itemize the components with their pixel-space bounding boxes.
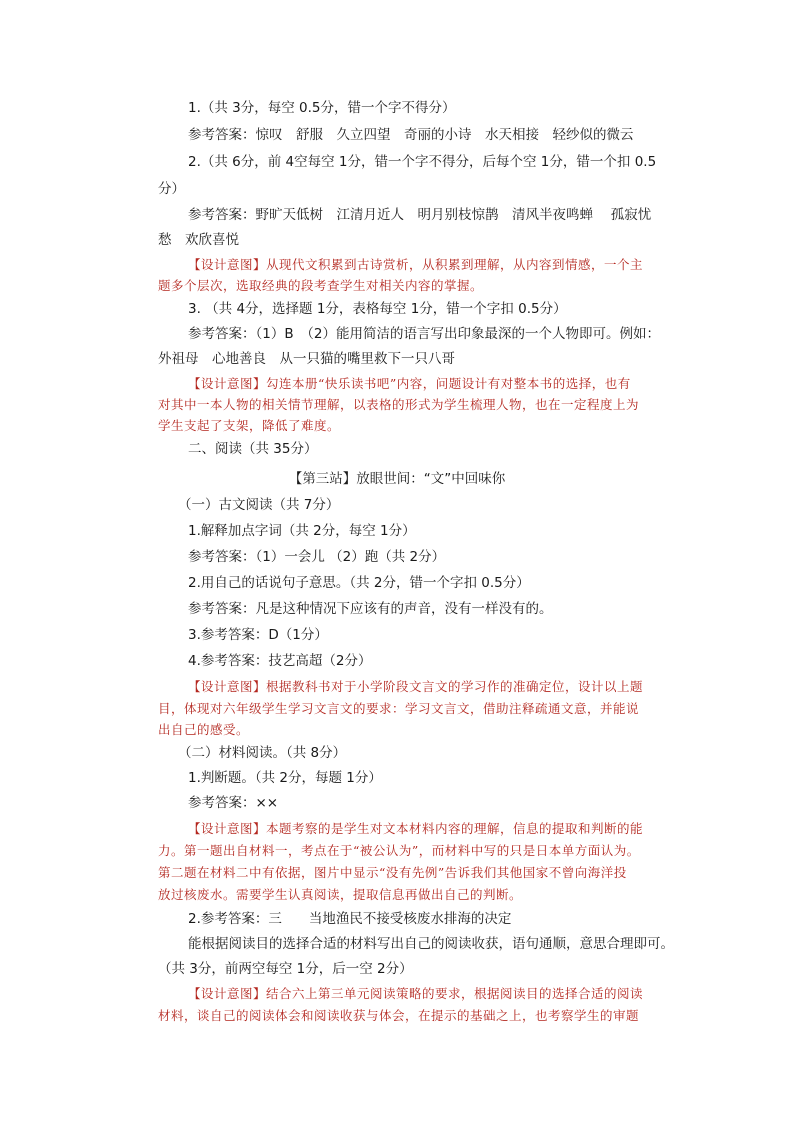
q1-heading: 1.（共 3分，每空 0.5分，错一个字不得分）	[188, 100, 456, 116]
p1-q1-answer: 参考答案：（1）一会儿 （2）跑（共 2分）	[188, 549, 446, 565]
section-2-heading: 二、阅读（共 35分）	[188, 441, 318, 457]
design-note-4-line-3: 第二题在材料二中有依据，图片中显示“没有先例”告诉我们其他国家不曾向海洋投	[158, 865, 627, 880]
p2-q2-criteria: 能根据阅读目的选择合适的材料写出自己的阅读收获，语句通顺，意思合理即可。	[188, 936, 674, 952]
q2-heading-cont: 分）	[158, 181, 185, 197]
part-2-heading: （二）材料阅读。（共 8分）	[178, 745, 347, 761]
design-note-3-line-3: 出自己的感受。	[158, 722, 250, 737]
p1-q2-answer: 参考答案：凡是这种情况下应该有的声音，没有一样没有的。	[188, 601, 553, 617]
part-1-heading: （一）古文阅读（共 7分）	[178, 497, 340, 513]
p2-q1-answer: 参考答案：××	[188, 795, 279, 811]
station-3-title: 【第三站】放眼世间：“文”中回味你	[288, 471, 506, 487]
q3-answer-cont: 外祖母 心地善良 从一只猫的嘴里救下一只八哥	[158, 351, 455, 367]
p1-q4-answer: 4.参考答案：技艺高超（2分）	[188, 653, 372, 669]
design-note-4-line-1: 【设计意图】本题考察的是学生对文本材料内容的理解，信息的提取和判断的能	[188, 821, 644, 836]
p1-q3-answer: 3.参考答案：D（1分）	[188, 627, 328, 643]
design-note-4-line-4: 放过核废水。需要学生认真阅读，提取信息再做出自己的判断。	[158, 887, 523, 902]
design-note-5-line-2: 材料，谈自己的阅读体会和阅读收获与体会，在提示的基础之上，也考察学生的审题	[158, 1008, 640, 1023]
q2-answer: 参考答案：野旷天低树 江清月近人 明月别枝惊鹊 清风半夜鸣蝉 孤寂忧	[188, 207, 652, 223]
p2-q2-scoring: （共 3分，前两空每空 1分，后一空 2分）	[158, 961, 413, 977]
design-note-1-line-2: 题多个层次，选取经典的段考查学生对相关内容的掌握。	[158, 278, 484, 293]
design-note-3-line-2: 目，体现对六年级学生学习文言文的要求：学习文言文，借助注释疏通文意，并能说	[158, 701, 640, 716]
q2-answer-cont: 愁 欢欣喜悦	[158, 232, 239, 248]
design-note-3-line-1: 【设计意图】根据教科书对于小学阶段文言文的学习作的准确定位，设计以上题	[188, 679, 644, 694]
design-note-2-line-2: 对其中一本人物的相关情节理解，以表格的形式为学生梳理人物，也在一定程度上为	[158, 397, 640, 412]
p2-q1-heading: 1.判断题。（共 2分，每题 1分）	[188, 770, 382, 786]
p2-q2-answer: 2.参考答案：三 当地渔民不接受核废水排海的决定	[188, 911, 512, 927]
q3-heading: 3. （共 4分，选择题 1分，表格每空 1分，错一个字扣 0.5分）	[188, 301, 567, 317]
p1-q2-heading: 2.用自己的话说句子意思。（共 2分，错一个字扣 0.5分）	[188, 575, 530, 591]
design-note-2-line-3: 学生支起了支架，降低了难度。	[158, 418, 341, 433]
p1-q1-heading: 1.解释加点字词（共 2分，每空 1分）	[188, 523, 416, 539]
q2-heading: 2.（共 6分，前 4空每空 1分，错一个字不得分，后每个空 1分，错一个扣 0.5	[188, 154, 657, 170]
design-note-1-line-1: 【设计意图】从现代文积累到古诗赏析，从积累到理解，从内容到情感，一个主	[188, 257, 644, 272]
q1-answer: 参考答案：惊叹 舒服 久立四望 奇丽的小诗 水天相接 轻纱似的微云	[188, 127, 634, 143]
q3-answer: 参考答案：（1）B （2）能用简洁的语言写出印象最深的一个人物即可。例如：	[188, 326, 660, 342]
design-note-5-line-1: 【设计意图】结合六上第三单元阅读策略的要求，根据阅读目的选择合适的阅读	[188, 986, 644, 1001]
design-note-2-line-1: 【设计意图】勾连本册“快乐读书吧”内容，问题设计有对整本书的选择，也有	[188, 376, 631, 391]
design-note-4-line-2: 力。第一题出自材料一，考点在于“被公认为”，而材料中写的只是日本单方面认为。	[158, 843, 640, 858]
